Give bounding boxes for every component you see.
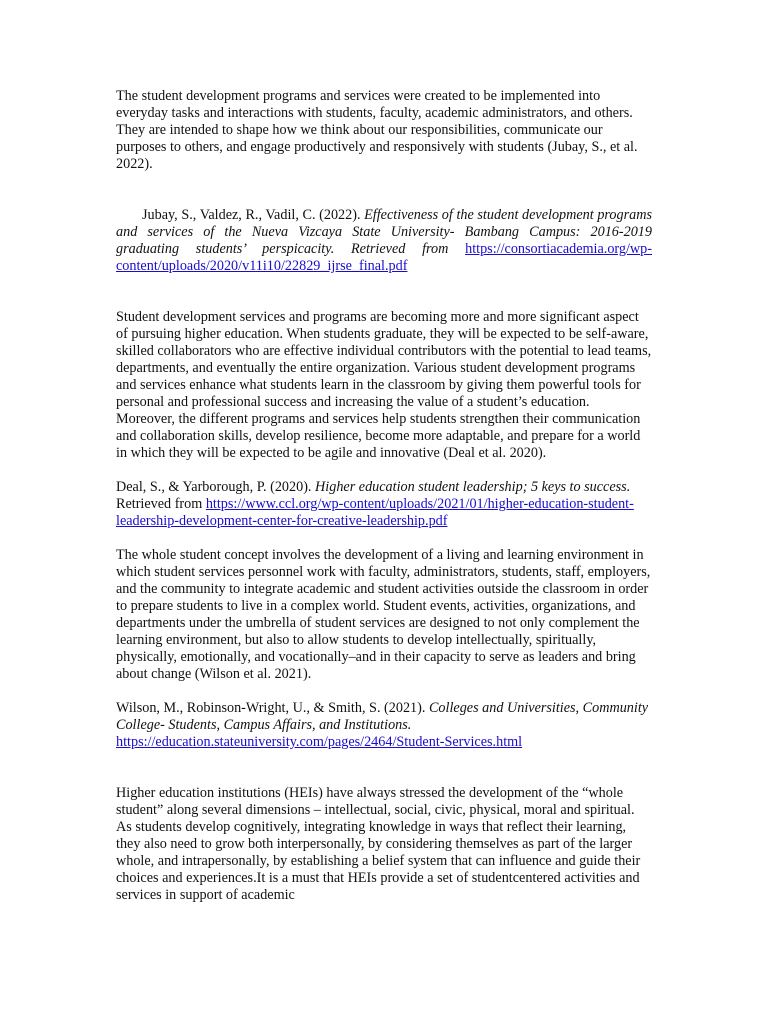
document-page xyxy=(116,88,652,904)
reference-3-link[interactable]: https://education.stateuniversity.com/pages/2464/Student-Services.html xyxy=(116,734,523,750)
reference-3-title: Colleges and Universities, Community College- Students, Campus Affairs, and Institutions. xyxy=(116,700,649,733)
paragraph-2: Student development services and programs are becoming more and more significant aspect of pursuing higher education. When students graduate, they will be expected to be self-aware, skilled collaborators who are effective individual contributors with the potential to lead teams, departments, and eventually the entire organization. Various student development programs and services enhance what students learn in the classroom by giving them powerful tools for personal and professional success and increasing the value of a student’s education. Moreover, the different programs and services help students strengthen their communication and collaboration skills, develop resilience, become more adaptable, and prepare for a world in which they will be expected to be agile and innovative (Deal et al. 2020). xyxy=(116,309,652,461)
reference-2-retrieved: Retrieved from xyxy=(116,496,206,512)
reference-2-link[interactable]: https://www.ccl.org/wp-content/uploads/2021/01/higher-education-student-leadership-development-center-for-creative-leadership.pdf xyxy=(116,496,634,529)
reference-1 xyxy=(116,207,652,275)
reference-2-authors: Deal, S., & Yarborough, P. (2020). xyxy=(116,479,316,495)
reference-2-title: Higher education student leadership; 5 keys to success. xyxy=(315,479,631,495)
paragraph-3: The whole student concept involves the development of a living and learning environment in which student services personnel work with faculty, administrators, students, staff, employers, and the community to integrate academic and student activities outside the classroom in order to prepare students to live in a complex world. Student events, activities, organizations, and departments under the umbrella of student services are designed to not only complement the learning environment, but also to allow students to develop intellectually, spiritually, physically, emotionally, and vocationally–and in their capacity to serve as leaders and bring about change (Wilson et al. 2021). xyxy=(116,547,651,682)
reference-1-authors: Jubay, S., Valdez, R., Vadil, C. (2022). xyxy=(142,207,365,223)
reference-1-link[interactable]: https://consortiacademia.org/wp-content/uploads/2020/v11i10/22829_ijrse_final.pdf xyxy=(116,241,652,274)
reference-3 xyxy=(116,700,652,751)
reference-1-title: Effectiveness of the student development programs and services of the Nueva Vizcaya State University- Bambang Campus: 2016-2019 graduating students’ perspicacity. Retrieved from xyxy=(116,207,652,257)
reference-2 xyxy=(116,479,652,530)
paragraph-4: Higher education institutions (HEIs) have always stressed the development of the “whole student” along several dimensions – intellectual, social, civic, physical, moral and spiritual. As students develop cognitively, integrating knowledge in ways that reflect their learning, they also need to grow both interpersonally, by considering themselves as part of the larger whole, and intrapersonally, by establishing a belief system that can influence and guide their choices and experiences.It is a must that HEIs provide a set of studentcentered activities and services in support of academic xyxy=(116,785,641,903)
reference-3-authors: Wilson, M., Robinson-Wright, U., & Smith, S. (2021). xyxy=(116,700,429,716)
paragraph-1: The student development programs and services were created to be implemented into everyday tasks and interactions with students, faculty, academic administrators, and others. They are intended to shape how we think about our responsibilities, communicate our purposes to others, and engage productively and responsively with students (Jubay, S., et al. 2022). xyxy=(116,88,638,172)
